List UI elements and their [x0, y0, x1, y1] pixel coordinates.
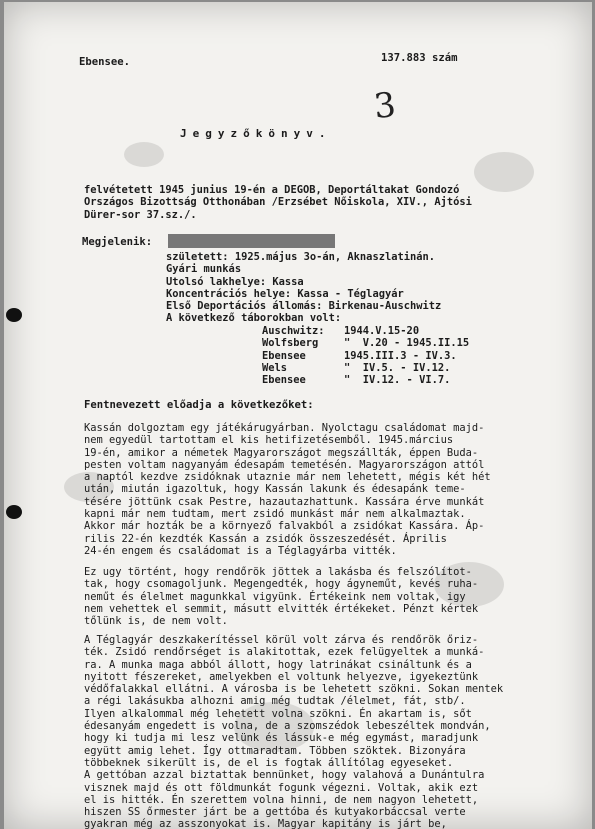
statement-paragraph-3 — [84, 634, 503, 829]
camp-name: Ebensee — [262, 349, 306, 362]
text-line: gyakran még az asszonyokat is. Magyar kapitány is járt be, — [84, 818, 447, 829]
detail-line: Koncentrációs helye: Kassa - Téglagyár — [166, 287, 404, 300]
camp-name: Auschwitz: — [262, 325, 325, 337]
statement-paragraph-2 — [84, 566, 478, 627]
text-line: együtt amig lehet. Így ottmaradtam. Többen szöktek. Bizonyára — [84, 744, 466, 757]
text-line: nyitott fészereket, amelyekben el voltunk helyezve, igyekeztünk — [84, 670, 479, 683]
text-line: többeknek sikerült is, de el is fogtak állítólag egyeseket. — [84, 756, 454, 769]
text-line: tőlünk is, de nem volt. — [84, 615, 228, 628]
punch-hole-bottom — [6, 505, 22, 519]
intro-line: Országos Bizottság Otthonában /Erzsébet Nőiskola, XIV., Ajtósi — [84, 196, 472, 209]
text-line: nem egyedül tartottam el kis hetifizetésemből. 1945.március — [84, 434, 454, 447]
camp-dates: " IV.5. - IV.12. — [344, 361, 451, 374]
camp-dates: " V.20 - 1945.II.15 — [344, 337, 470, 350]
text-line: Ez ugy történt, hogy rendőrök jöttek a lakásba és felszólítot- — [84, 566, 472, 578]
camp-dates: " IV.12. - VI.7. — [344, 374, 451, 387]
text-line: ra. A munka maga abból állott, hogy latrinákat csináltunk és a — [84, 658, 472, 671]
text-line: rilis 22-én kezdték Kassán a zsidók összeszedését. Április — [84, 532, 447, 545]
text-line: visznek majd és ott földmunkát fogunk végezni. Voltak, akik ezt — [84, 781, 479, 794]
detail-line: Gyári munkás — [166, 263, 242, 276]
camp-dates: 1945.III.3 - IV.3. — [344, 349, 457, 362]
header-place: Ebensee. — [79, 56, 131, 68]
text-line: A gettóban azzal biztattak bennünket, hogy valahová a Dunántulra — [84, 769, 485, 782]
text-line: ték. Zsidó rendőrséget is alakitottak, ezek felügyeltek a munká- — [84, 646, 485, 659]
intro-line: felvétetett 1945 junius 19-én a DEGOB, Deportáltakat Gondozó — [84, 184, 460, 196]
appearing-label: Megjelenik: — [82, 236, 153, 248]
text-line: tésére jöttünk csak Pestre, hazautazhattunk. Kassára érve munkát — [84, 495, 485, 508]
text-line: a naptól kezdve zsidóknak utaznie már nem lehetett, mégis két hét — [84, 471, 491, 484]
camp-row — [262, 374, 469, 386]
text-line: hiszen SS őrmester járt be a gettóba és kutyakorbáccsal verte — [84, 806, 466, 819]
text-line: hogy ki tudja mi lesz velünk és lássuk-e még egymást, maradjunk — [84, 732, 479, 745]
text-line: után, miután igazoltuk, hogy Kassán lakunk és édesapánk teme- — [84, 483, 466, 496]
text-line: neműt és élelmet magunkkal vigyünk. Értékeink nem voltak, igy — [84, 590, 466, 603]
punch-hole-top — [6, 308, 22, 322]
text-line: Akkor már hozták be a környező falvakból a zsidókat Kassára. Áp- — [84, 520, 485, 533]
text-line: kapni már nem tudtam, mert zsidó munkást már nem alkalmaztak. — [84, 508, 466, 521]
camp-row — [262, 362, 469, 374]
intro-line: Dürer-sor 37.sz./. — [84, 208, 197, 221]
statement-label: Fentnevezett előadja a következőket: — [84, 399, 314, 411]
document-title: Jegyzőkönyv. — [180, 127, 332, 140]
text-line: a régi lakásukba alhozni amig még tudtak /élelmet, fát, stb/. — [84, 695, 466, 708]
text-line: 19-én, amikor a németek Magyarországot megszállták, éppen Buda- — [84, 446, 479, 459]
detail-line: Első Deportációs állomás: Birkenau-Auschwitz — [166, 300, 442, 313]
camp-name: Wolfsberg — [262, 337, 319, 350]
camp-row — [262, 350, 469, 362]
text-line: Kassán dolgoztam egy játékárugyárban. Nyolctagu családomat majd- — [84, 422, 485, 434]
camp-row — [262, 325, 469, 337]
text-line: A Téglagyár deszkakerítéssel körül volt zárva és rendőrök őriz- — [84, 634, 479, 646]
camp-name: Ebensee — [262, 374, 306, 387]
text-line: nem vehettek el semmit, másutt elvitték értékeket. Pénzt kértek — [84, 602, 479, 615]
detail-line: A következő táborokban volt: — [166, 312, 342, 325]
camp-row — [262, 337, 469, 349]
text-line: édesanyám engedett is volna, de a szomszédok lebeszéltek mondván, — [84, 720, 491, 733]
text-line: 24-én engem és családomat is a Téglagyárba vitték. — [84, 544, 397, 557]
camp-name: Wels — [262, 361, 288, 374]
detail-line: született: 1925.május 3o-án, Aknaszlatinán. — [166, 251, 435, 263]
camp-dates: 1944.V.15-20 — [344, 325, 420, 337]
personal-details — [166, 251, 441, 325]
text-line: Ilyen alkalommal még lehetett volna szökni. Én akartam is, sőt — [84, 707, 472, 720]
text-line: pesten voltam nagyanyám édesapám temetésén. Magyarországon attól — [84, 458, 485, 471]
text-line: védőfalakkal ellátni. A városba is be lehetett szökni. Sokan mentek — [84, 683, 504, 696]
intro-block — [84, 184, 472, 221]
camps-list — [262, 325, 469, 386]
text-line: tak, hogy csomagoljunk. Megengedték, hogy ágyneműt, kevés ruha- — [84, 578, 479, 591]
document-page — [4, 2, 592, 829]
document-number: 137.883 szám — [381, 52, 458, 64]
handwritten-page-mark: 3 — [371, 84, 398, 128]
redacted-name — [168, 234, 335, 248]
detail-line: Utolsó lakhelye: Kassa — [166, 275, 304, 288]
text-line: el is hitték. Én szerettem volna hinni, de nem nagyon lehetett, — [84, 793, 479, 806]
statement-paragraph-1 — [84, 422, 491, 557]
